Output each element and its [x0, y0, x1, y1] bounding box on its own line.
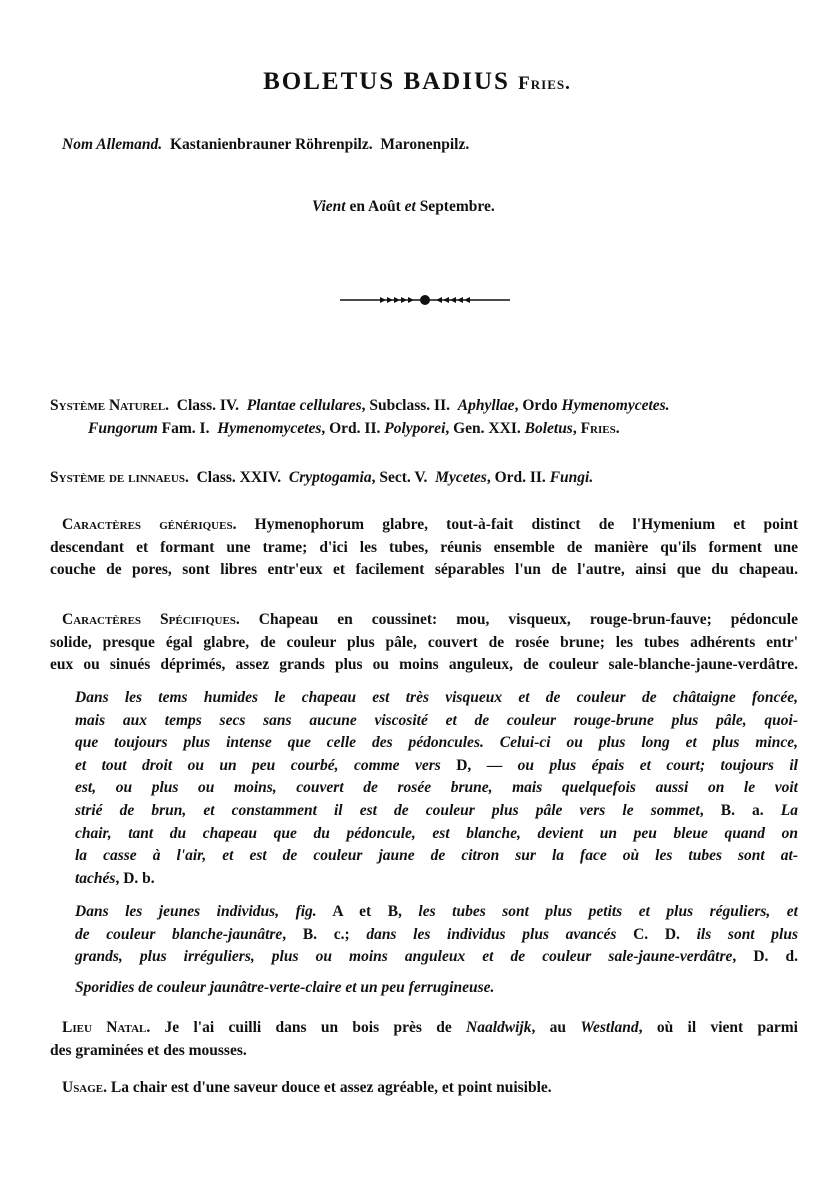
text-line	[75, 732, 798, 754]
text-line	[50, 559, 798, 581]
text-run: , au	[531, 1019, 581, 1036]
text-line	[75, 755, 798, 777]
text-line	[75, 901, 798, 923]
text-run: , Subclass. II.	[361, 397, 458, 414]
text-run: la casse à l'air, et est de couleur jaune de citron sur la face où les tubes sont at-	[75, 847, 798, 865]
text-line	[75, 924, 798, 946]
page-title	[0, 68, 834, 96]
text-run: mais aux temps secs sans aucune viscosité et de couleur rouge-brune plus pâle, quoi-	[75, 711, 798, 729]
text-run: tachés	[75, 869, 116, 887]
text-run: Août	[368, 198, 401, 215]
text-run: dans les individus plus avancés	[366, 925, 617, 943]
text-run: que toujours plus intense que celle des pédoncules. Celui-ci ou plus long et plus mince,	[75, 734, 798, 752]
text-run: Aphyllae	[457, 397, 515, 414]
text-run: Class. IV.	[169, 397, 247, 414]
text-run: Fungi.	[549, 469, 594, 486]
text-run: Boletus	[524, 419, 573, 437]
text-run: Fungorum	[88, 419, 158, 437]
text-run: A et B,	[316, 903, 419, 920]
text-line	[75, 845, 798, 867]
text-line	[75, 800, 798, 822]
section-label: Caractères Spécifiques.	[62, 611, 240, 628]
text-run: , Gen. XXI.	[445, 419, 525, 437]
german-name-line	[62, 134, 469, 156]
text-run: Hymenophorum glabre, tout-à-fait distinct de l'Hymenium et point	[236, 516, 798, 533]
text-line	[75, 687, 798, 709]
text-run: Class. XXIV.	[188, 469, 289, 486]
text-line	[50, 632, 798, 654]
text-run: Vient	[312, 198, 346, 215]
text-run: Hymenomycetes	[217, 419, 322, 437]
section-label: Lieu Natal.	[62, 1019, 151, 1036]
text-run: strié de brun, et constamment il est de couleur plus pâle vers le sommet	[75, 802, 700, 819]
text-line	[50, 1040, 247, 1062]
text-line	[75, 710, 798, 732]
text-run: les tubes sont plus petits et plus réguliers, et	[418, 903, 798, 920]
text-run: des graminées et des mousses.	[50, 1041, 247, 1059]
text-run: Dans les tems humides le chapeau est très visqueux et de couleur de châtaigne foncée,	[75, 689, 798, 706]
section-label: Fries.	[580, 419, 620, 437]
text-run: La chair est d'une saveur douce et assez agréable, et point nuisible.	[107, 1079, 552, 1096]
text-run: Sporidies de couleur jaunâtre-verte-claire et un peu ferrugineuse.	[75, 979, 495, 996]
text-run: Septembre.	[419, 198, 495, 215]
text-run: Hymenomycetes.	[561, 397, 670, 414]
text-line	[75, 946, 798, 968]
text-run: est, ou plus ou moins, couvert de rosée brune, mais quelquefois aussi on le voit	[75, 779, 798, 797]
text-run: Chapeau en coussinet: mou, visqueux, rouge-brun-fauve; pédoncule	[239, 611, 798, 628]
text-run: ils sont plus	[696, 925, 798, 943]
text-line	[75, 977, 494, 999]
text-run: ,	[572, 419, 581, 437]
text-run: , Sect. V.	[371, 469, 436, 486]
text-line	[50, 537, 798, 559]
text-line	[62, 1077, 552, 1099]
ornament-divider-icon	[340, 292, 510, 308]
text-run: Nom Allemand.	[62, 136, 163, 153]
text-run: et	[400, 198, 420, 215]
text-run: en	[345, 198, 369, 215]
text-run: chair, tant du chapeau que du pédoncule, est blanche, devient un peu bleue quand on	[75, 824, 798, 842]
text-line	[75, 777, 798, 799]
text-line	[50, 395, 670, 417]
text-run: Cryptogamia	[288, 469, 372, 486]
text-run: C. D.	[616, 925, 697, 943]
section-label: Caractères génériques.	[62, 516, 237, 533]
text-run: , B. c.;	[282, 925, 367, 943]
text-run: Je l'ai cuilli dans un bois près de	[150, 1019, 467, 1036]
text-line	[62, 609, 798, 631]
text-run: , Ord. II.	[486, 469, 550, 486]
text-run: , où il vient parmi	[638, 1019, 798, 1036]
text-run: La	[780, 802, 798, 819]
section-label: Usage.	[62, 1079, 108, 1096]
text-run: Polyporei	[384, 419, 446, 437]
text-line	[50, 654, 798, 676]
text-run: Dans les jeunes individus, fig.	[75, 903, 317, 920]
text-run: Westland	[580, 1019, 639, 1036]
text-line	[62, 1017, 798, 1039]
text-line	[50, 467, 593, 489]
text-run: , Ordo	[514, 397, 562, 414]
section-label: Système Naturel.	[50, 397, 170, 414]
text-line	[75, 868, 155, 890]
text-line	[62, 514, 798, 536]
season-line	[312, 196, 495, 218]
text-run: D, —	[440, 756, 518, 774]
text-run: grands, plus irréguliers, plus ou moins anguleux et de couleur sale-jaune-verdâtre	[75, 948, 733, 966]
text-run: Fam. I.	[157, 419, 218, 437]
text-run: couche de pores, sont libres entr'eux et facilement séparables l'un de l'autre, ainsi que du chapeau.	[50, 561, 798, 579]
text-run: Plantae cellulares	[246, 397, 362, 414]
text-run: de couleur blanche-jaunâtre	[75, 925, 283, 943]
text-run: descendant et formant une trame; d'ici les tubes, réunis ensemble de manière qu'ils forment une	[50, 538, 798, 556]
text-run: ou plus épais et court; toujours il	[517, 756, 798, 774]
text-run: et tout droit ou un peu courbé, comme vers	[75, 756, 441, 774]
text-run: , D. b.	[115, 869, 155, 887]
text-line	[88, 418, 620, 440]
title-author: Fries.	[518, 73, 571, 94]
text-run: eux ou sinués déprimés, assez grands plus ou moins anguleux, de couleur sale-blanche-jaune-verdâtre.	[50, 656, 798, 674]
text-run: , Ord. II.	[321, 419, 385, 437]
text-run: Naaldwijk	[466, 1019, 532, 1036]
text-run: solide, presque égal glabre, de couleur plus pâle, couvert de rosée brune; les tubes adhérents entr'	[50, 633, 798, 651]
text-run: , B. a.	[699, 802, 781, 819]
text-run: Kastanienbrauner Röhrenpilz. Maronenpilz.	[162, 136, 470, 153]
section-label: Système de linnaeus.	[50, 469, 189, 486]
text-run: , D. d.	[732, 948, 798, 966]
text-run: Mycetes	[435, 469, 487, 486]
title-main: BOLETUS BADIUS	[263, 68, 510, 95]
text-line	[75, 823, 798, 845]
